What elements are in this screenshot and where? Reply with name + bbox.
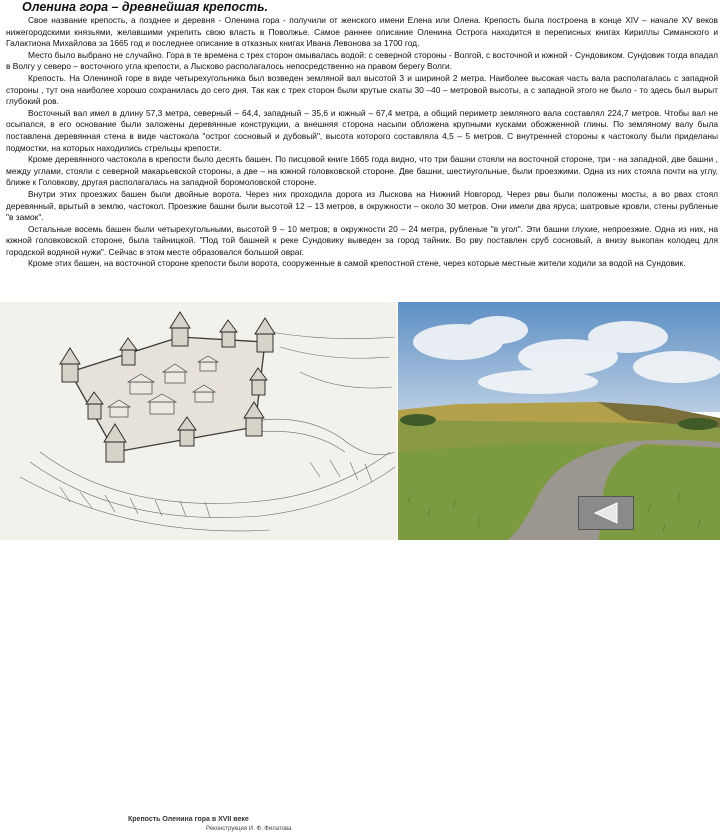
paragraph-4: Восточный вал имел в длину 57,3 метра, северный – 64,4, западный – 35,6 и южный – 67,4 метра, а общий периметр земляного вала составлял 224,7 метров. Чтобы вал не осыпался, в его основание были заложены деревянные конструкции, а внешняя сторона насыпи обложена крупными кусками обожженной глины. По земляному валу была поставлена деревянная стена в виде частокола "острог сосновый и дубовый", высота которого составляла 4,5 – 5 метров. С внутренней стороны к частоколу были приделаны подмостки, на которых находились стрельцы крепости. [6,107,718,153]
sketch-caption: Крепость Оленина гора в XVII веке [128,816,249,823]
previous-slide-button[interactable] [578,496,634,530]
paragraph-7: Остальные восемь башен были четырехугольными, высотой 9 – 10 метров; в окружности 20 – 24 метра, рубленые "в угол". Эти башни глухие, непроезжие. Одна из них, на южной головковской стороне, была тайницкой. "Под той башней к реке Сундовику выведен за город тайник. Во рву поставлен сруб сосновый, а внизу выкопан колодец для городской водяной нужи". Сейчас в этом месте образовался большой овраг. [6,223,718,257]
paragraph-2: Место было выбрано не случайно. Гора в те времена с трех сторон омывалась водой: с северной стороны - Волгой, с восточной и южной - Сундовиком. Сундовик тогда впадал в Волгу у северо – восточного угла крепости, а Лысково располагалось непосредственно на правом берегу Волги. [6,49,718,72]
sketch-subcaption: Реконструкция И. Ф. Филатова [206,826,292,832]
triangle-left-icon [579,497,633,529]
paragraph-1: Свое название крепость, а позднее и деревня - Оленина гора - получили от женского имени Елена или Олена. Крепость была построена в конце XIV – начале XV веков нижегородскими князьями, желавшими укрепить свою власть в Поволжье. Самое раннее описание Оленина Острога находится в переписных книгах Кириллы Симанского и Галактиона Михайлова за 1665 год и последнее описание в отказных книгах Ивана Левонова за 1700 год. [6,15,718,49]
fortress-sketch-image [0,302,397,832]
article-text [6,15,718,270]
paragraph-3: Крепость. На Олениной горе в виде четырехугольника был возведен земляной вал высотой 3 и шириной 2 метра. Наиболее высокая часть вала располагалась с западной стороны , тут она наиболее хорошо сохранилась до сего дня. Так как с трех сторон были крутые скаты 30 –40 – метровой высоты, а с западной этого не было - то здесь был вырыт глубокий ров. [6,72,718,107]
fortress-sketch-drawing [0,302,397,540]
landscape-photo [398,302,720,540]
page-title: Оленина гора – древнейшая крепость. [22,0,268,14]
paragraph-6: Внутри этих проезжих башен были двойные ворота. Через них проходила дорога из Лыскова на Нижний Новгород. Через рвы были положены мосты, а во рвах стоял деревянный, врытый в землю, частокол. Проезжие башни были высотой 12 – 13 метров, в окружности – около 30 метров. Они имели два яруса; шатровые кровли, стены рубленые "в замок". [6,188,718,223]
landscape-drawing [398,302,720,540]
paragraph-8: Кроме этих башен, на восточной стороне крепости были ворота, сооруженные в самой крепостной стене, через которые местные жители ходили за водой на Сундовик. [28,258,686,269]
paragraph-5: Кроме деревянного частокола в крепости было десять башен. По писцовой книге 1665 года видно, что три башни стояли на восточной стороне, три - на западной, две башни , между углами, стояли с северной макарьевской стороны, а две – на южной головковской стороне. Две башни, шестиугольные, были проезжими. Одна из них стояла почти на углу, ближе к Головкову, другая располагалась на западной боромоловской стороне. [6,154,718,188]
